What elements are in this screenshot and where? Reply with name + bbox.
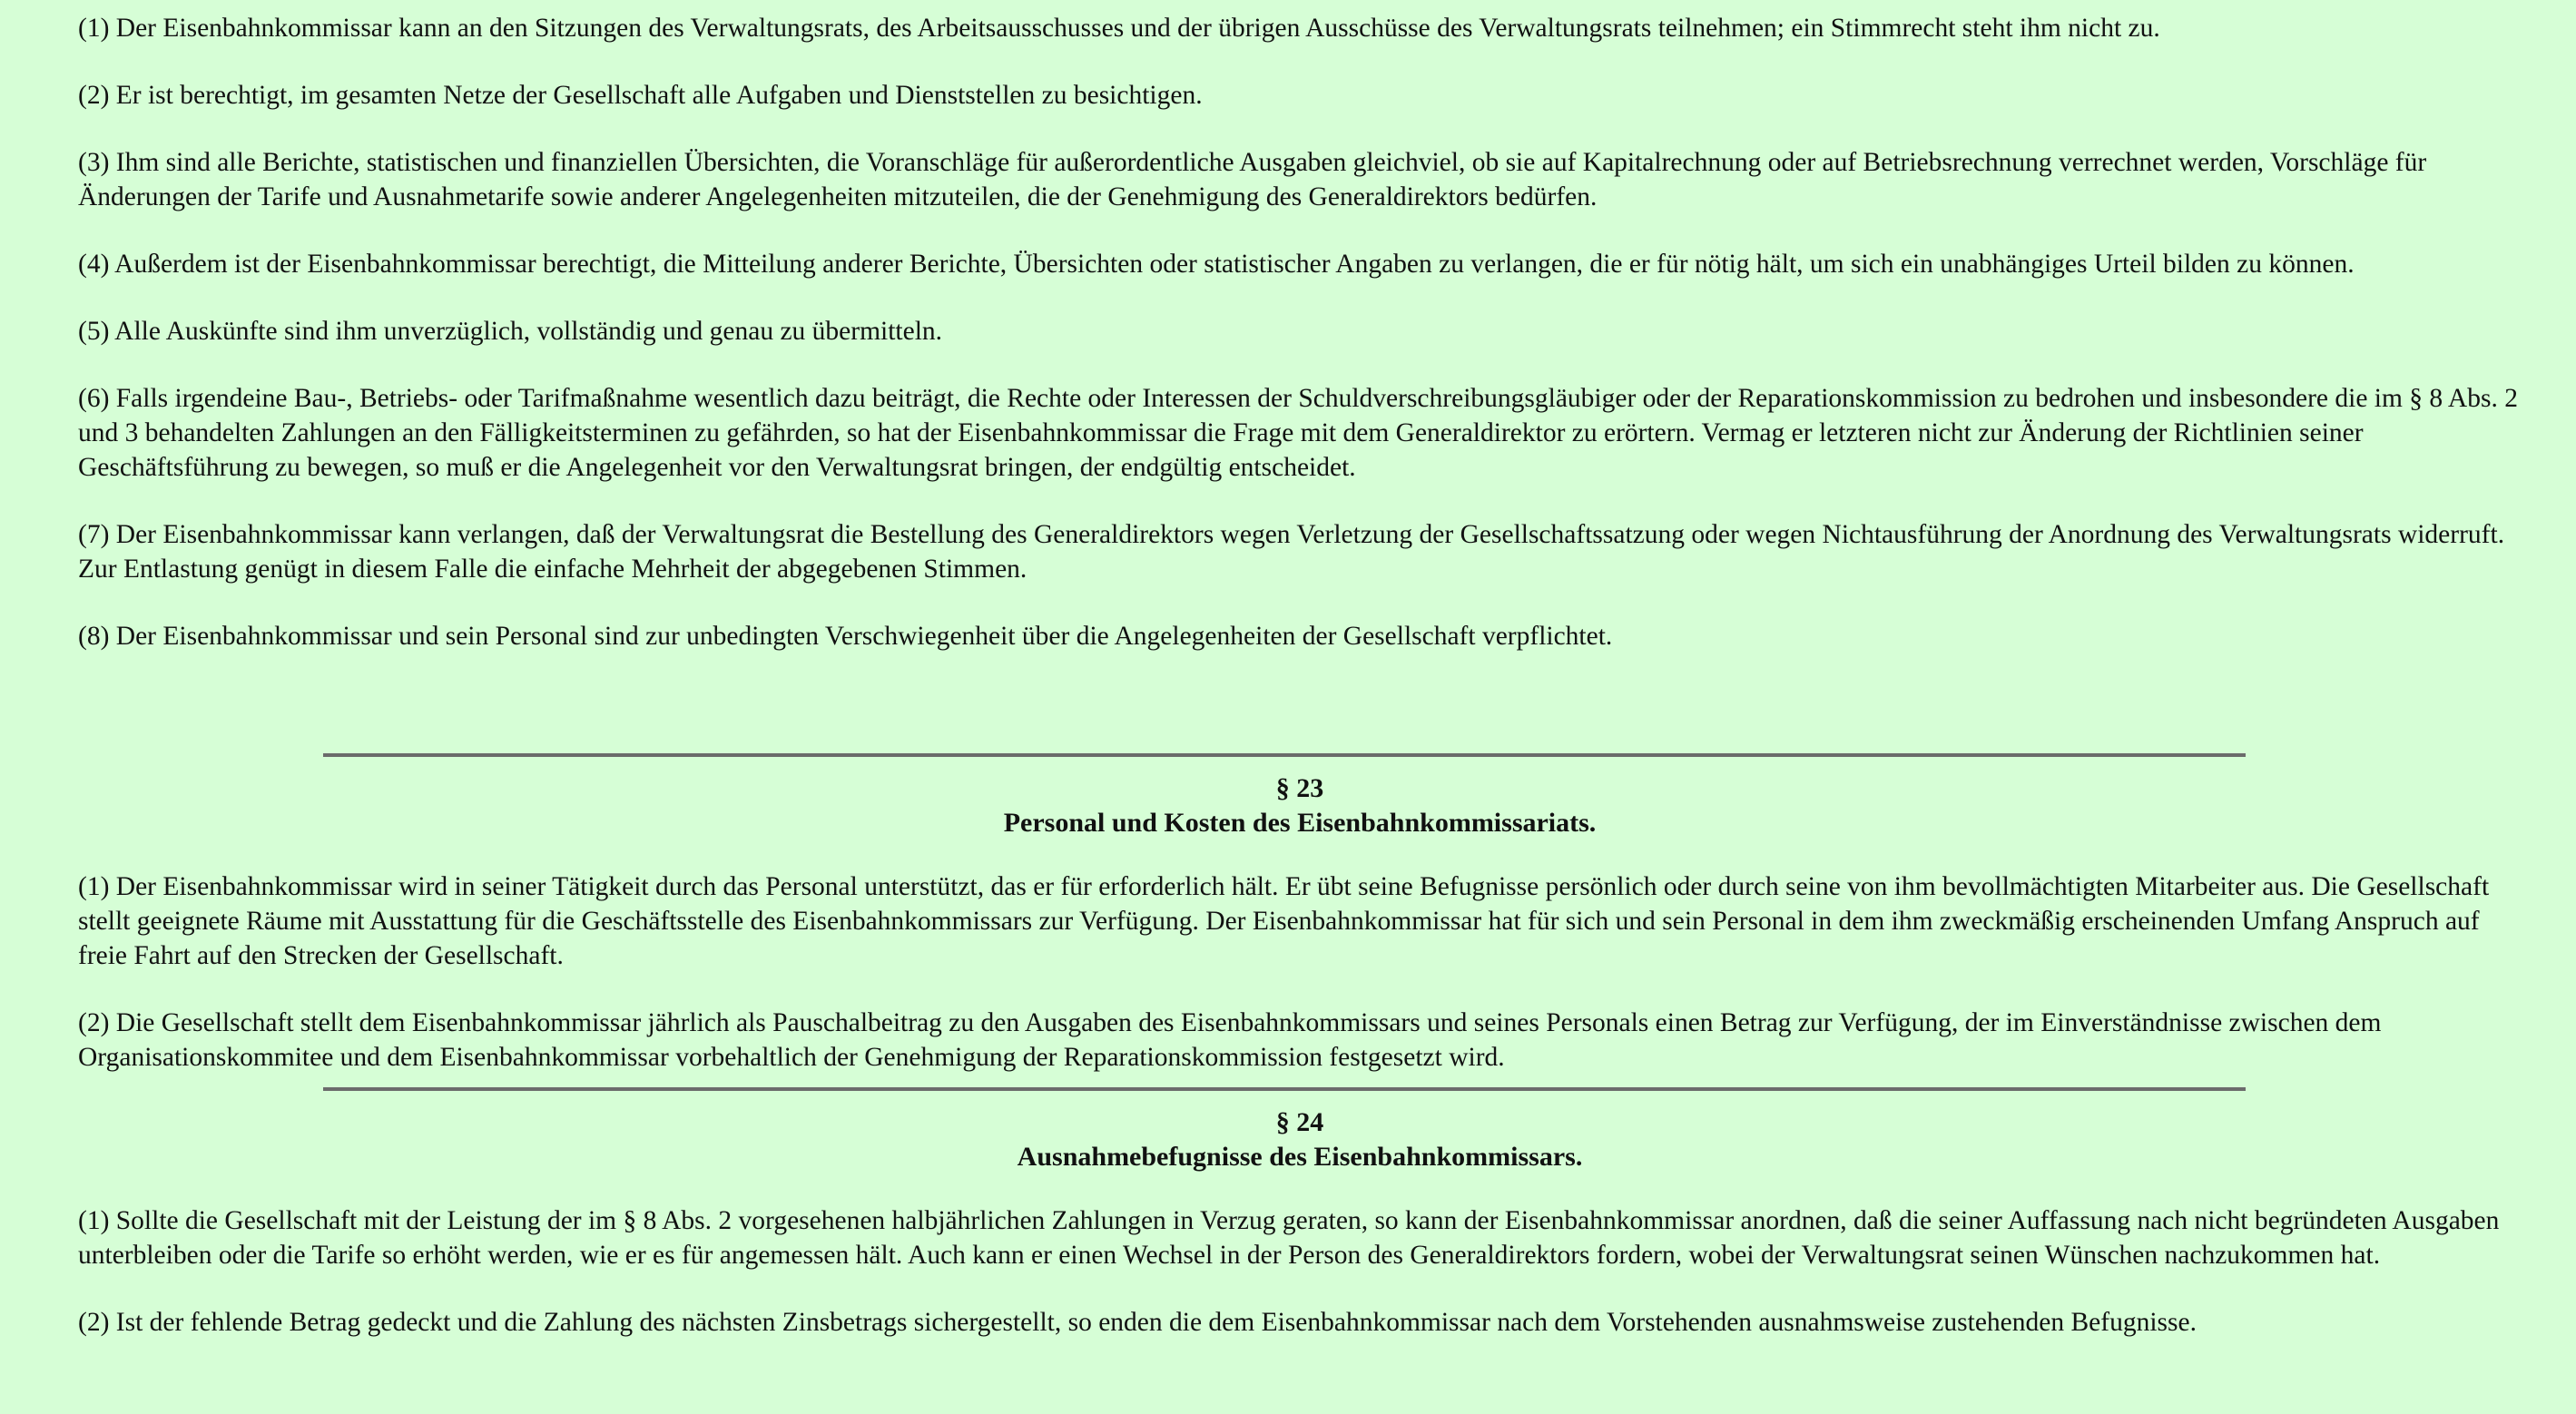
paragraph-24-1: (1) Sollte die Gesellschaft mit der Leistung der im § 8 Abs. 2 vorgesehenen halbjährlichen Zahlungen in Verzug geraten, so kann der Eisenbahnkommissar anordnen, daß die seiner Auffassung nach nicht begründeten Ausgaben unterbleiben oder die Tarife so erhöht werden, wie er es für angemessen hält. Auch kann er einen Wechsel in der Person des Generaldirektors fordern, wobei der Verwaltungsrat seinen Wünschen nachzukommen hat.	[78, 1206, 2500, 1270]
section-divider-24	[323, 1087, 2246, 1091]
section-number-23: § 23	[1275, 773, 1324, 803]
section-heading-23	[78, 771, 2522, 840]
paragraph-22-2: (2) Er ist berechtigt, im gesamten Netze der Gesellschaft alle Aufgaben und Dienststellen zu besichtigen.	[78, 81, 1203, 110]
paragraph-22-6: (6) Falls irgendeine Bau-, Betriebs- oder Tarifmaßnahme wesentlich dazu beiträgt, die Rechte oder Interessen der Schuldverschreibungsgläubiger oder der Reparationskommission zu bedrohen und insbesondere die im § 8 Abs. 2 und 3 behandelten Zahlungen an den Fälligkeitsterminen zu gefährden, so hat der Eisenbahnkommissar die Frage mit dem Generaldirektor zu erörtern. Vermag er letzteren nicht zur Änderung der Richtlinien seiner Geschäftsführung zu bewegen, so muß er die Angelegenheit vor den Verwaltungsrat bringen, der endgültig entscheidet.	[78, 384, 2518, 482]
section-number-24: § 24	[1275, 1107, 1324, 1137]
paragraph-22-4: (4) Außerdem ist der Eisenbahnkommissar berechtigt, die Mitteilung anderer Berichte, Übersichten oder statistischer Angaben zu verlangen, die er für nötig hält, um sich ein unabhängiges Urteil bilden zu können.	[78, 250, 2355, 279]
paragraph-22-3: (3) Ihm sind alle Berichte, statistischen und finanziellen Übersichten, die Voranschläge für außerordentliche Ausgaben gleichviel, ob sie auf Kapitalrechnung oder auf Betriebsrechnung verrechnet werden, Vorschläge für Änderungen der Tarife und Ausnahmetarife sowie anderer Angelegenheiten mitzuteilen, die der Genehmigung des Generaldirektors bedürfen.	[78, 148, 2427, 211]
paragraph-22-1: (1) Der Eisenbahnkommissar kann an den Sitzungen des Verwaltungsrats, des Arbeitsausschusses und der übrigen Ausschüsse des Verwaltungsrats teilnehmen; ein Stimmrecht steht ihm nicht zu.	[78, 14, 2160, 43]
paragraph-22-8: (8) Der Eisenbahnkommissar und sein Personal sind zur unbedingten Verschwiegenheit über die Angelegenheiten der Gesellschaft verpflichtet.	[78, 622, 1613, 651]
paragraph-22-7: (7) Der Eisenbahnkommissar kann verlangen, daß der Verwaltungsrat die Bestellung des Generaldirektors wegen Verletzung der Gesellschaftssatzung oder wegen Nichtausführung der Anordnung des Verwaltungsrats widerruft. Zur Entlastung genügt in diesem Falle die einfache Mehrheit der abgegebenen Stimmen.	[78, 520, 2505, 584]
paragraph-23-1: (1) Der Eisenbahnkommissar wird in seiner Tätigkeit durch das Personal unterstützt, das er für erforderlich hält. Er übt seine Befugnisse persönlich oder durch seine von ihm bevollmächtigten Mitarbeiter aus. Die Gesellschaft stellt geeignete Räume mit Ausstattung für die Geschäftsstelle des Eisenbahnkommissars zur Verfügung. Der Eisenbahnkommissar hat für sich und sein Personal in dem ihm zweckmäßig erscheinenden Umfang Anspruch auf freie Fahrt auf den Strecken der Gesellschaft.	[78, 872, 2490, 970]
section-title-24: Ausnahmebefugnisse des Eisenbahnkommissars.	[1017, 1142, 1583, 1172]
section-divider-23	[323, 753, 2246, 757]
section-spacer	[78, 686, 2522, 753]
paragraph-23-2: (2) Die Gesellschaft stellt dem Eisenbahnkommissar jährlich als Pauschalbeitrag zu den Ausgaben des Eisenbahnkommissars und seines Personals einen Betrag zur Verfügung, der im Einverständnisse zwischen dem Organisationskommitee und dem Eisenbahnkommissar vorbehaltlich der Genehmigung der Reparationskommission festgesetzt wird.	[78, 1008, 2382, 1072]
paragraph-22-5: (5) Alle Auskünfte sind ihm unverzüglich, vollständig und genau zu übermitteln.	[78, 317, 943, 346]
paragraph-24-2: (2) Ist der fehlende Betrag gedeckt und die Zahlung des nächsten Zinsbetrags sichergestellt, so enden die dem Eisenbahnkommissar nach dem Vorstehenden ausnahmsweise zustehenden Befugnisse.	[78, 1308, 2197, 1337]
section-heading-24	[78, 1105, 2522, 1174]
section-title-23: Personal und Kosten des Eisenbahnkommissariats.	[1003, 808, 1597, 838]
